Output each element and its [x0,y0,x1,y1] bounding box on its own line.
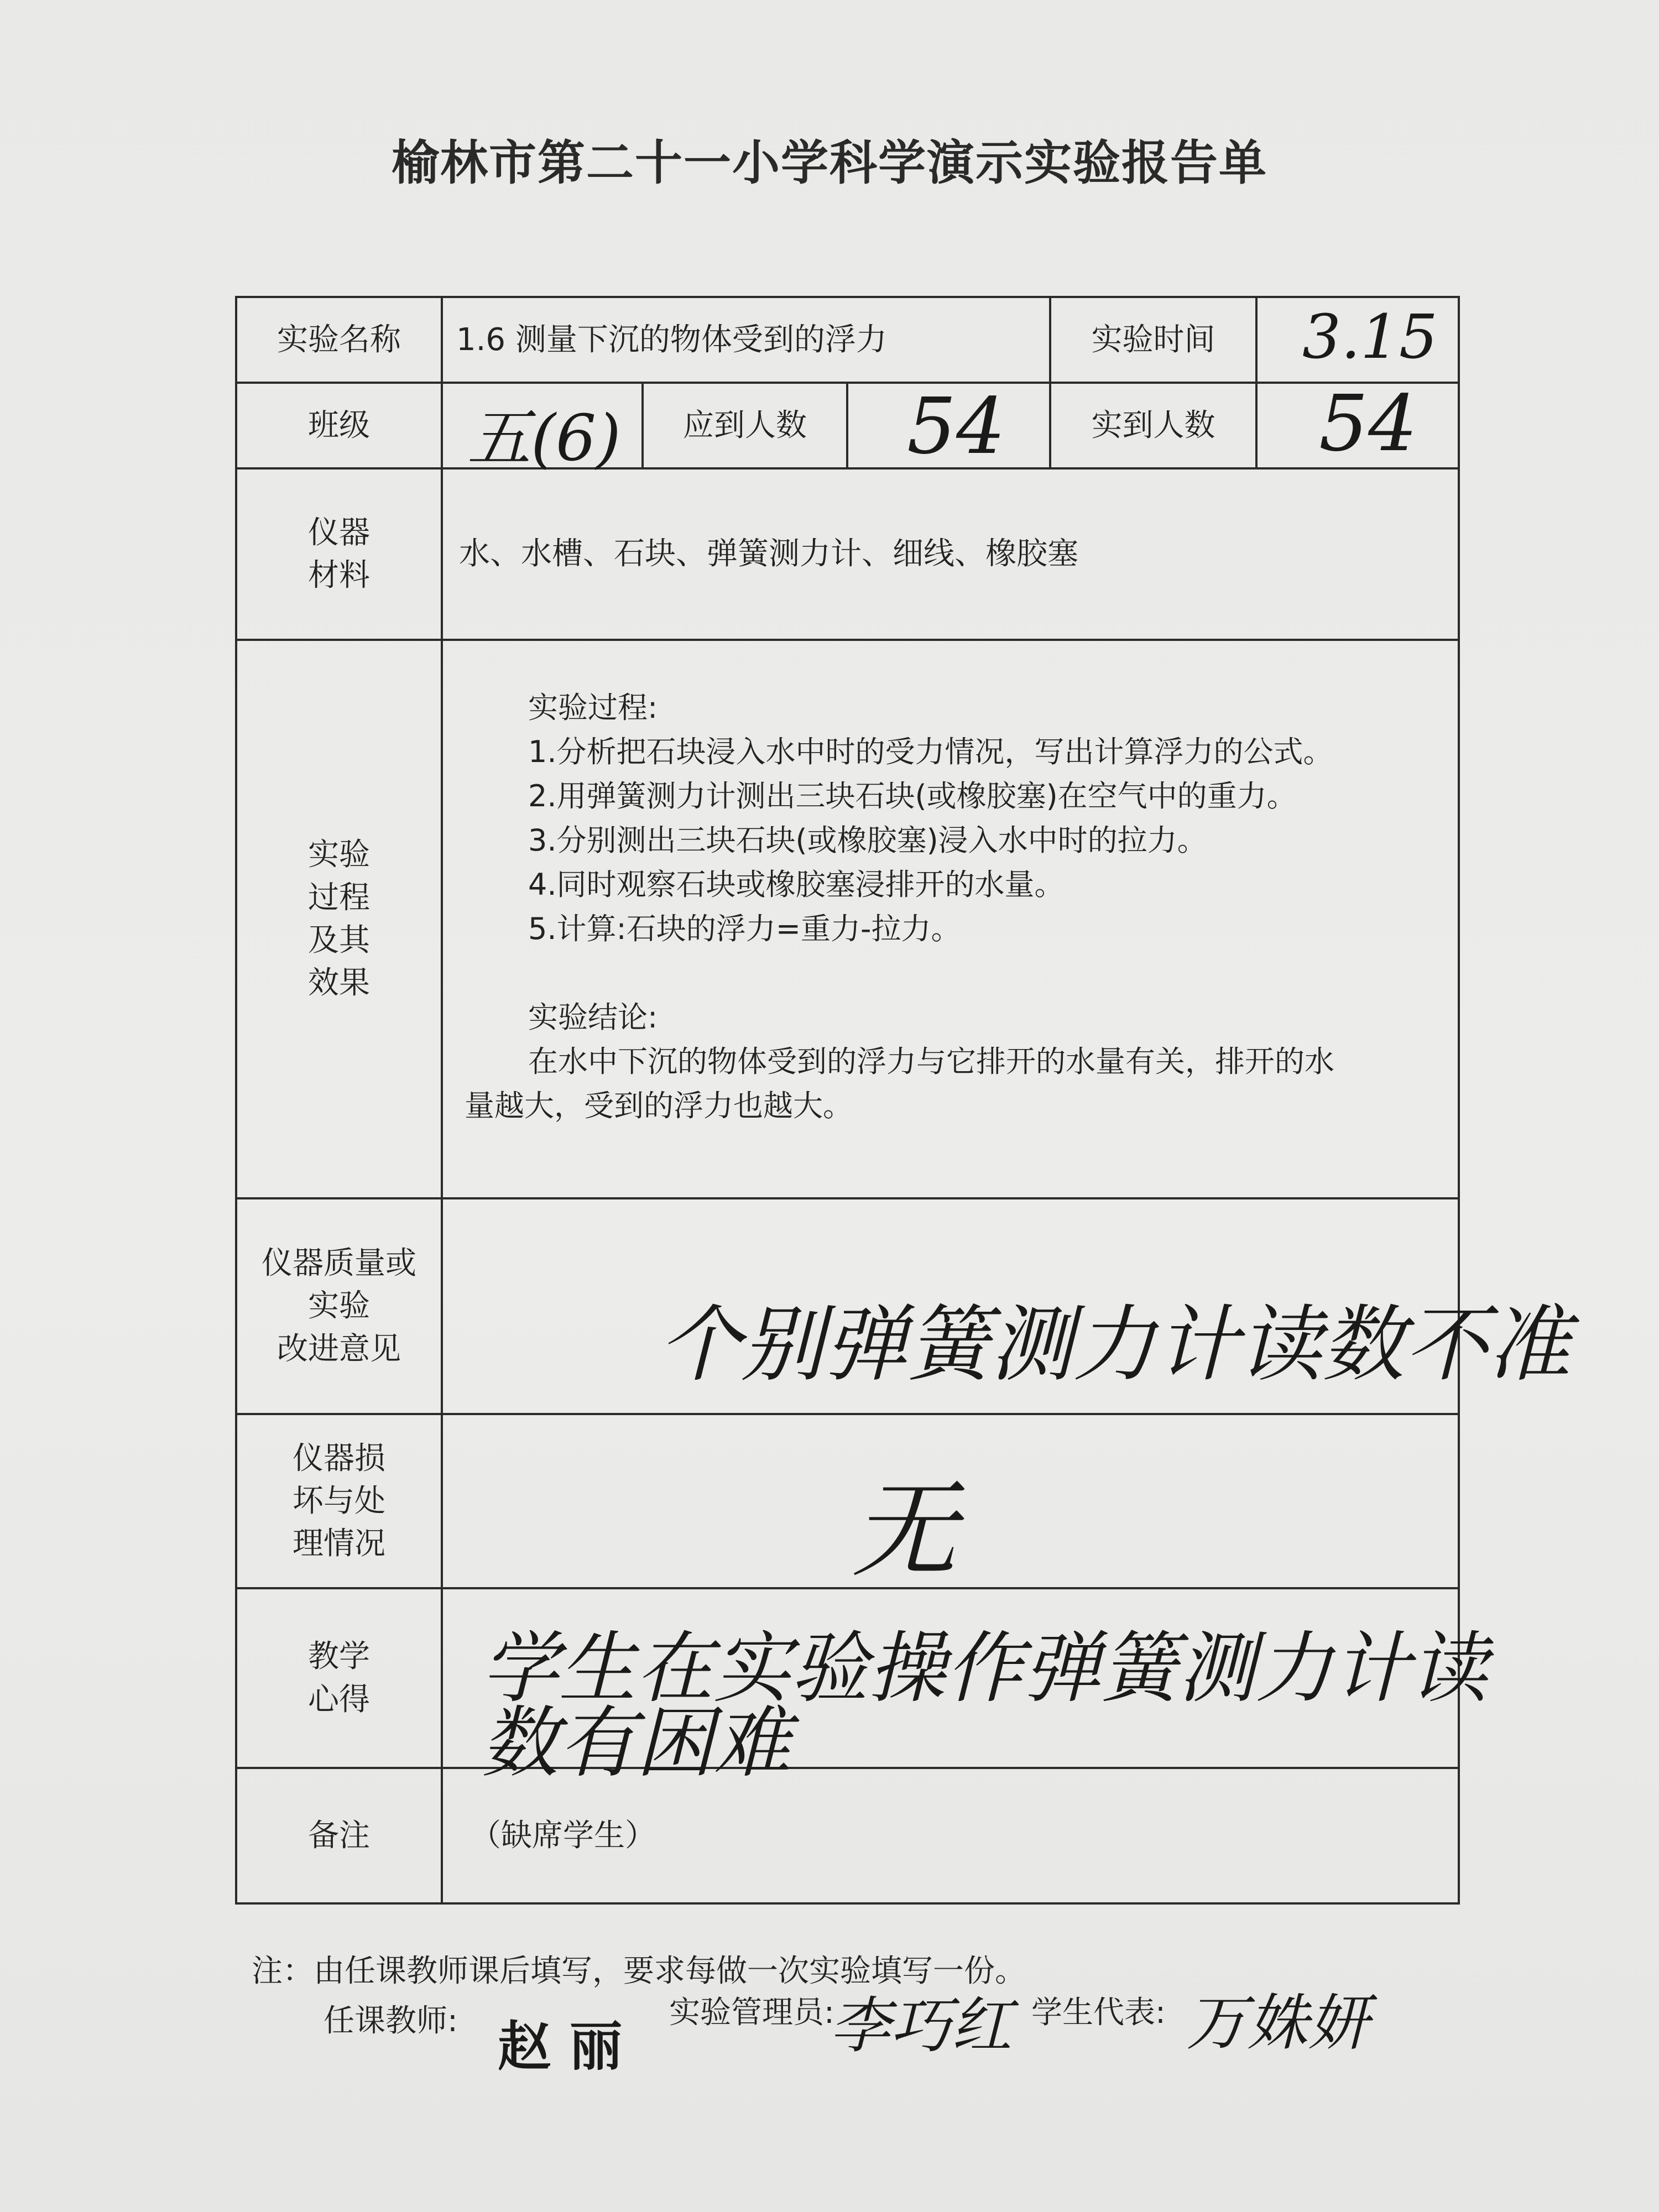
materials-label: 仪器 材料 [308,514,370,593]
process-step: 4.同时观察石块或橡胶塞浸排开的水量。 [528,867,1065,902]
class-value: 五(6) [467,401,621,476]
process-step: 5.计算:石块的浮力=重力-拉力。 [528,911,961,946]
footer-note: 注：由任课教师课后填写，要求每做一次实验填写一份。 [252,1953,1026,1989]
improvement-label: 仪器质量或 实验 改进意见 [262,1245,416,1367]
process-heading: 实验过程: [528,690,658,725]
experiment-name-label: 实验名称 [277,321,401,358]
expected-count-label: 应到人数 [683,407,807,444]
teacher-label: 任课教师: [324,2003,458,2039]
process-step: 1.分析把石块浸入水中时的受力情况，写出计算浮力的公式。 [528,734,1333,769]
student-signature: 万姝妍 [1186,1987,1369,2058]
admin-signature: 李巧红 [830,1990,1012,2061]
experiment-time-value: 3.15 [1302,301,1438,372]
process-label: 实验 过程 及其 效果 [308,837,370,1001]
process-content [465,686,1449,1128]
admin-label: 实验管理员: [669,1995,834,2031]
process-step: 3.分别测出三块石块(或橡胶塞)浸入水中时的拉力。 [528,823,1207,858]
process-step: 2.用弹簧测力计测出三块石块(或橡胶塞)在空气中的重力。 [528,779,1297,813]
teacher-name: 赵 丽 [498,2015,623,2078]
teaching-line: 数有困难 [481,1698,791,1788]
actual-count-value: 54 [1319,379,1418,469]
conclusion-line: 在水中下沉的物体受到的浮力与它排开的水量有关，排开的水 [528,1044,1334,1079]
experiment-time-label: 实验时间 [1091,321,1215,358]
materials-value: 水、水槽、石块、弹簧测力计、细线、橡胶塞 [459,536,1078,572]
class-label: 班级 [308,407,370,444]
remarks-value: （缺席学生） [470,1817,656,1854]
teaching-line: 学生在实验操作弹簧测力计读 [481,1624,1488,1714]
conclusion-line: 量越大，受到的浮力也越大。 [465,1088,853,1123]
damage-value: 无 [852,1469,957,1592]
conclusion-heading: 实验结论: [528,1000,658,1035]
remarks-label: 备注 [308,1817,370,1854]
damage-label: 仪器损 坏与处 理情况 [293,1440,385,1562]
teaching-label: 教学 心得 [308,1639,370,1718]
improvement-value: 个别弹簧测力计读数不准 [658,1297,1571,1393]
page-title: 榆林市第二十一小学科学演示实验报告单 [392,135,1267,191]
expected-count-value: 54 [907,382,1006,472]
actual-count-label: 实到人数 [1091,407,1215,444]
student-label: 学生代表: [1031,1995,1166,2031]
experiment-name-value: 1.6 测量下沉的物体受到的浮力 [456,321,887,358]
